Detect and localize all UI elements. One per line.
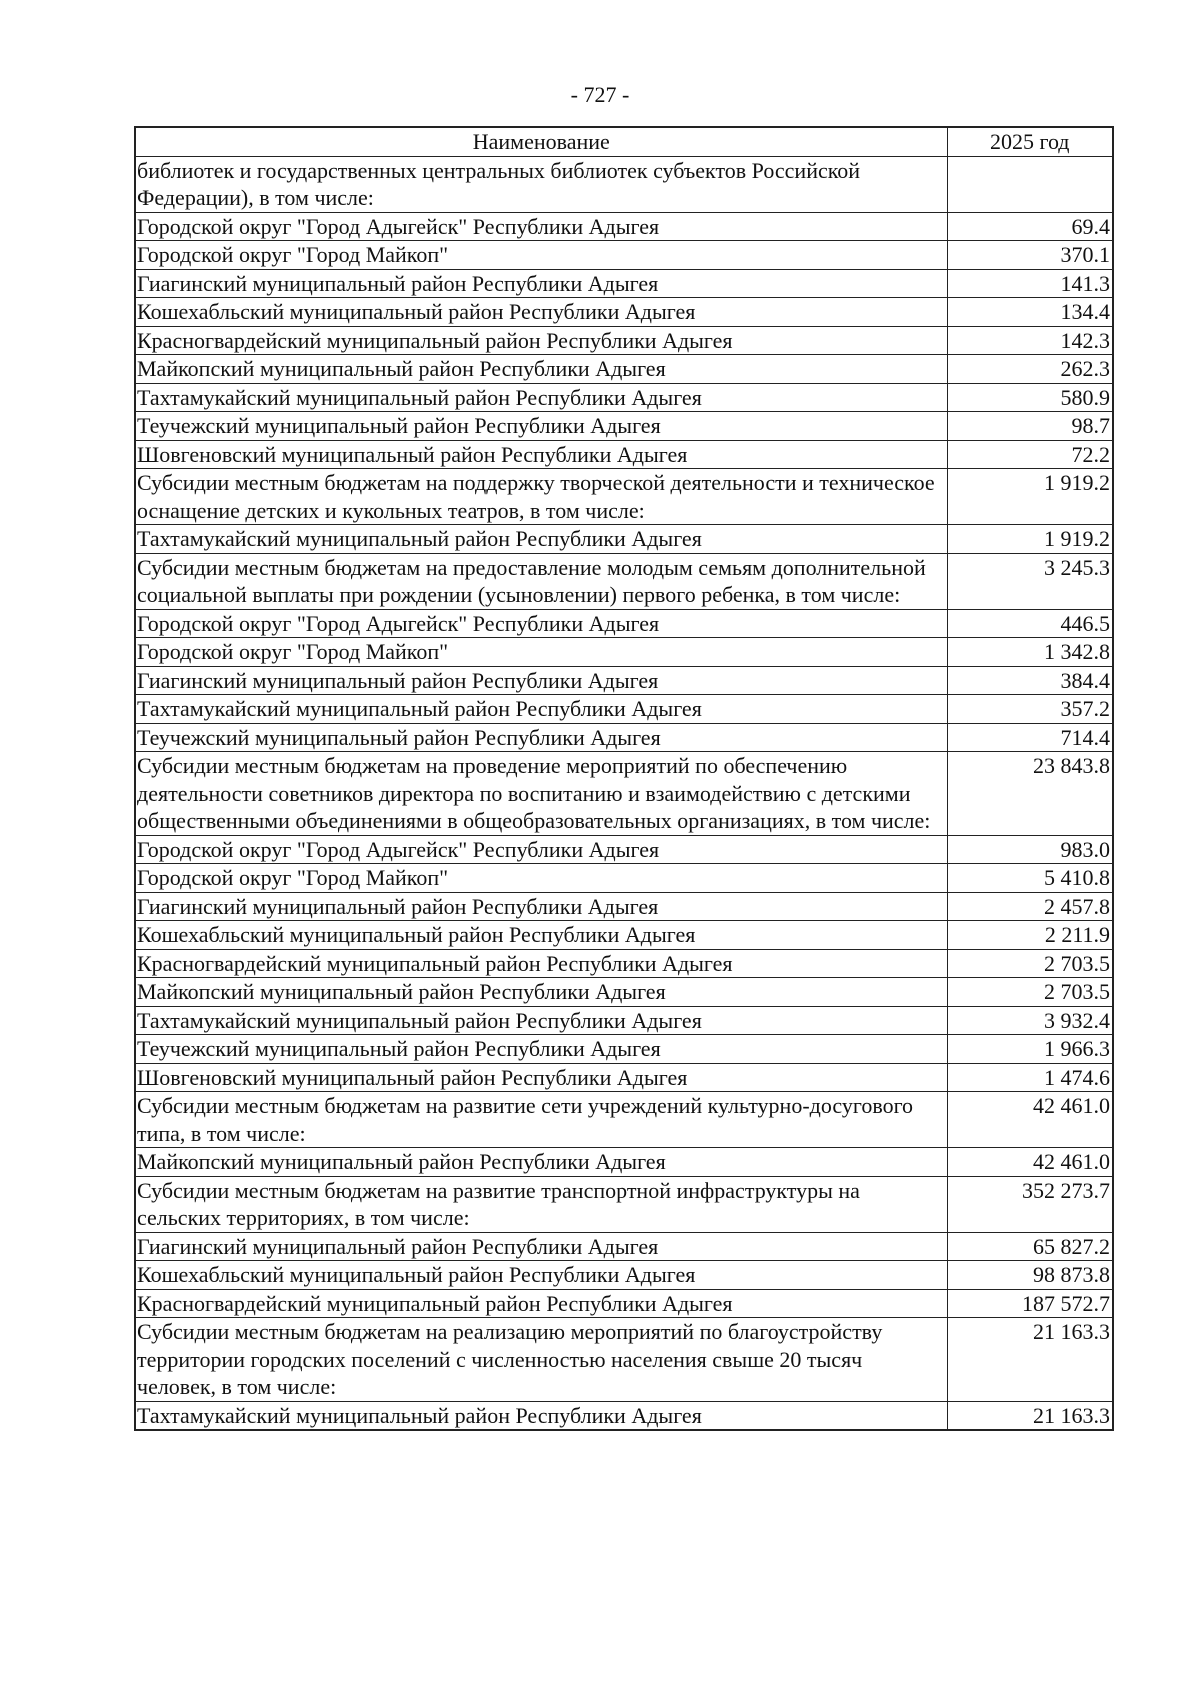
table-row xyxy=(135,949,1113,978)
row-name: Майкопский муниципальный район Республики Адыгея xyxy=(135,978,947,1007)
row-name: Гиагинский муниципальный район Республики Адыгея xyxy=(135,269,947,298)
table-row xyxy=(135,1063,1113,1092)
row-value: 3 245.3 xyxy=(947,553,1113,609)
table-row xyxy=(135,1176,1113,1232)
row-value: 352 273.7 xyxy=(947,1176,1113,1232)
table-row xyxy=(135,269,1113,298)
row-value: 72.2 xyxy=(947,440,1113,469)
column-header-name: Наименование xyxy=(135,127,947,156)
row-value: 580.9 xyxy=(947,383,1113,412)
table-row xyxy=(135,412,1113,441)
row-name: Субсидии местным бюджетам на предоставление молодым семьям дополнительной социальной выплаты при рождении (усыновлении) первого ребенка, в том числе: xyxy=(135,553,947,609)
row-name: Субсидии местным бюджетам на реализацию мероприятий по благоустройству территории городских поселений с численностью населения свыше 20 тысяч человек, в том числе: xyxy=(135,1318,947,1402)
table-row xyxy=(135,666,1113,695)
row-name: Тахтамукайский муниципальный район Республики Адыгея xyxy=(135,1006,947,1035)
table-row xyxy=(135,383,1113,412)
row-name: Майкопский муниципальный район Республики Адыгея xyxy=(135,355,947,384)
row-value: 1 342.8 xyxy=(947,638,1113,667)
table-row xyxy=(135,835,1113,864)
row-name: Майкопский муниципальный район Республики Адыгея xyxy=(135,1148,947,1177)
row-value: 2 457.8 xyxy=(947,892,1113,921)
row-value: 370.1 xyxy=(947,241,1113,270)
row-name: Красногвардейский муниципальный район Республики Адыгея xyxy=(135,949,947,978)
row-value: 98 873.8 xyxy=(947,1261,1113,1290)
row-name: Гиагинский муниципальный район Республики Адыгея xyxy=(135,892,947,921)
column-header-year: 2025 год xyxy=(947,127,1113,156)
row-name: Субсидии местным бюджетам на развитие сети учреждений культурно-досугового типа, в том числе: xyxy=(135,1092,947,1148)
row-name: Тахтамукайский муниципальный район Республики Адыгея xyxy=(135,695,947,724)
table-row xyxy=(135,1006,1113,1035)
row-name: Тахтамукайский муниципальный район Республики Адыгея xyxy=(135,383,947,412)
row-name: Теучежский муниципальный район Республики Адыгея xyxy=(135,412,947,441)
row-name: Тахтамукайский муниципальный район Республики Адыгея xyxy=(135,1401,947,1430)
row-name: Шовгеновский муниципальный район Республики Адыгея xyxy=(135,440,947,469)
table-row xyxy=(135,892,1113,921)
row-name: Теучежский муниципальный район Республики Адыгея xyxy=(135,1035,947,1064)
row-name: Кошехабльский муниципальный район Республики Адыгея xyxy=(135,298,947,327)
table-row xyxy=(135,1092,1113,1148)
row-name: Шовгеновский муниципальный район Республики Адыгея xyxy=(135,1063,947,1092)
row-value: 42 461.0 xyxy=(947,1092,1113,1148)
row-value xyxy=(947,156,1113,212)
row-name: Кошехабльский муниципальный район Республики Адыгея xyxy=(135,921,947,950)
table-row xyxy=(135,298,1113,327)
row-value: 714.4 xyxy=(947,723,1113,752)
table-row xyxy=(135,355,1113,384)
table-row xyxy=(135,609,1113,638)
table-row xyxy=(135,1401,1113,1430)
table-row xyxy=(135,469,1113,525)
row-name: Красногвардейский муниципальный район Республики Адыгея xyxy=(135,326,947,355)
row-value: 446.5 xyxy=(947,609,1113,638)
row-value: 21 163.3 xyxy=(947,1401,1113,1430)
table-row xyxy=(135,1148,1113,1177)
row-value: 5 410.8 xyxy=(947,864,1113,893)
row-value: 187 572.7 xyxy=(947,1289,1113,1318)
table-row xyxy=(135,864,1113,893)
row-value: 65 827.2 xyxy=(947,1232,1113,1261)
row-value: 1 919.2 xyxy=(947,469,1113,525)
table-row xyxy=(135,1318,1113,1402)
table-row xyxy=(135,326,1113,355)
row-name: Гиагинский муниципальный район Республики Адыгея xyxy=(135,1232,947,1261)
table-row xyxy=(135,695,1113,724)
table-row xyxy=(135,752,1113,836)
table-header-row xyxy=(135,127,1113,156)
table-row xyxy=(135,638,1113,667)
row-name: Гиагинский муниципальный район Республики Адыгея xyxy=(135,666,947,695)
row-name: Городской округ "Город Майкоп" xyxy=(135,638,947,667)
table-row xyxy=(135,1035,1113,1064)
row-name: Субсидии местным бюджетам на проведение мероприятий по обеспечению деятельности советников директора по воспитанию и взаимодействию с детскими общественными объединениями в общеобразовательных организациях, в том числе: xyxy=(135,752,947,836)
table-row xyxy=(135,156,1113,212)
table-row xyxy=(135,553,1113,609)
row-value: 2 703.5 xyxy=(947,978,1113,1007)
row-value: 262.3 xyxy=(947,355,1113,384)
row-value: 983.0 xyxy=(947,835,1113,864)
row-value: 357.2 xyxy=(947,695,1113,724)
table-row xyxy=(135,525,1113,554)
row-name: Тахтамукайский муниципальный район Республики Адыгея xyxy=(135,525,947,554)
row-value: 142.3 xyxy=(947,326,1113,355)
table-row xyxy=(135,921,1113,950)
row-value: 69.4 xyxy=(947,212,1113,241)
row-name: Городской округ "Город Майкоп" xyxy=(135,241,947,270)
row-value: 2 211.9 xyxy=(947,921,1113,950)
row-name: Городской округ "Город Адыгейск" Республики Адыгея xyxy=(135,609,947,638)
table-row xyxy=(135,1232,1113,1261)
table-row xyxy=(135,978,1113,1007)
table-row xyxy=(135,1261,1113,1290)
table-row xyxy=(135,212,1113,241)
table-row xyxy=(135,241,1113,270)
row-name: библиотек и государственных центральных библиотек субъектов Российской Федерации), в том числе: xyxy=(135,156,947,212)
row-value: 1 919.2 xyxy=(947,525,1113,554)
row-value: 1 474.6 xyxy=(947,1063,1113,1092)
row-name: Субсидии местным бюджетам на поддержку творческой деятельности и техническое оснащение детских и кукольных театров, в том числе: xyxy=(135,469,947,525)
row-value: 21 163.3 xyxy=(947,1318,1113,1402)
budget-table xyxy=(134,126,1114,1431)
row-name: Кошехабльский муниципальный район Республики Адыгея xyxy=(135,1261,947,1290)
row-value: 42 461.0 xyxy=(947,1148,1113,1177)
row-value: 134.4 xyxy=(947,298,1113,327)
row-name: Субсидии местным бюджетам на развитие транспортной инфраструктуры на сельских территориях, в том числе: xyxy=(135,1176,947,1232)
row-value: 23 843.8 xyxy=(947,752,1113,836)
row-name: Городской округ "Город Адыгейск" Республики Адыгея xyxy=(135,212,947,241)
row-value: 384.4 xyxy=(947,666,1113,695)
row-value: 2 703.5 xyxy=(947,949,1113,978)
row-name: Городской округ "Город Адыгейск" Республики Адыгея xyxy=(135,835,947,864)
row-value: 1 966.3 xyxy=(947,1035,1113,1064)
row-name: Красногвардейский муниципальный район Республики Адыгея xyxy=(135,1289,947,1318)
row-value: 98.7 xyxy=(947,412,1113,441)
table-row xyxy=(135,1289,1113,1318)
row-name: Городской округ "Город Майкоп" xyxy=(135,864,947,893)
row-value: 3 932.4 xyxy=(947,1006,1113,1035)
page-number: - 727 - xyxy=(570,82,630,107)
row-name: Теучежский муниципальный район Республики Адыгея xyxy=(135,723,947,752)
table-row xyxy=(135,723,1113,752)
row-value: 141.3 xyxy=(947,269,1113,298)
table-row xyxy=(135,440,1113,469)
